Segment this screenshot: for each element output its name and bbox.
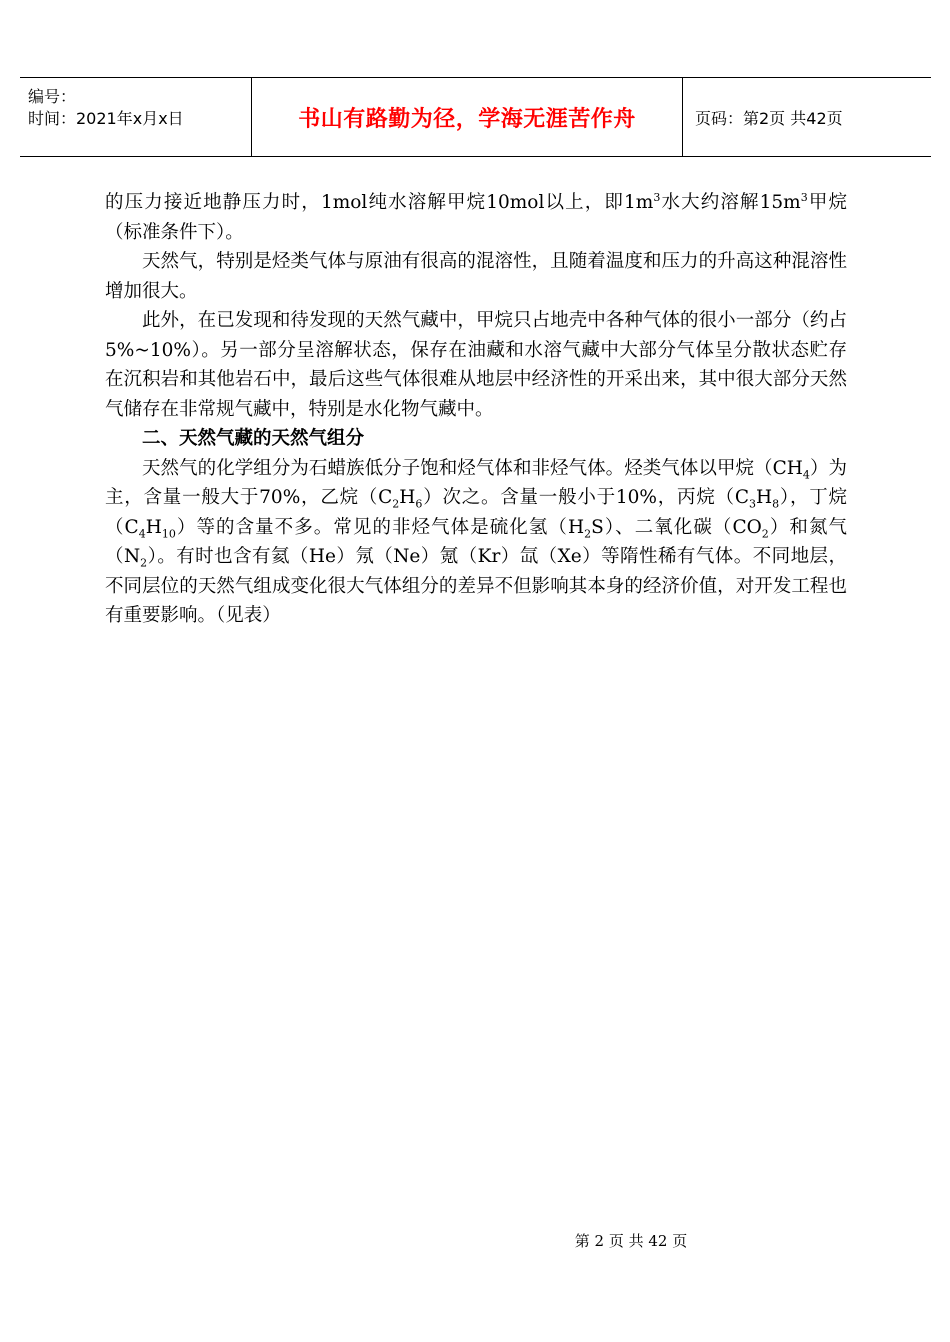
number-label: 编号： [28,87,77,106]
p4-text-9: S）、二氧化碳（CO [591,516,762,538]
p4-sub-1: 4 [802,468,810,482]
header-page-cell [683,78,931,156]
p4-sub-5: 8 [772,497,780,511]
p4-text-1: 天然气的化学组分为石蜡族低分子饱和烃气体和非烃气体。烃类气体以甲烷（CH [142,457,803,479]
p4-text-2: ）为主，含量一般大于70%，乙烷（C [105,457,847,508]
p4-text-10: ）和氮气（N [105,516,847,567]
p4-text-6: ），丁烷（C [105,487,847,538]
paragraph-3: 此外，在已发现和待发现的天然气藏中，甲烷只占地壳中各种气体的很小一部分（约占5%~10%）。另一部分呈溶解状态，保存在油藏和水溶气藏中大部分气体呈分散状态贮存在沉积岩和其他岩石中，最后这些气体很难从地层中经济性的开采出来，其中很大部分天然气储存在非常规气藏中，特别是水化物气藏中。 [105,310,847,420]
motto-text: 书山有路勤为径，学海无涯苦作舟 [298,106,636,132]
p4-sub-10: 2 [140,556,148,570]
p4-text-8: ）等的含量不多。常见的非烃气体是硫化氢（H [175,516,585,538]
p4-text-5: H [756,487,773,508]
p1-sup-2: 3 [800,190,808,204]
p4-sub-4: 3 [749,497,757,511]
footer-page-number: 第 2 页 共 42 页 [574,1232,688,1250]
p1-text-b: 水大约溶解15m [660,192,801,213]
p4-sub-3: 6 [415,497,423,511]
time-label: 时间：2021年x月x日 [28,109,184,128]
paragraph-2: 天然气，特别是烃类气体与原油有很高的混溶性，且随着温度和压力的升高这种混溶性增加很大。 [105,251,847,302]
header-motto-cell [252,78,683,156]
paragraph-4 [105,454,847,631]
p4-text-3: H [399,487,416,508]
p4-sub-7: 10 [161,527,176,541]
section-heading: 二、天然气藏的天然气组分 [142,428,365,449]
page-code: 页码：第2页 共42页 [695,108,843,128]
p4-text-4: ）次之。含量一般小于10%，丙烷（C [422,487,750,508]
header-left-cell [20,78,252,156]
p4-sub-8: 2 [584,527,592,541]
p4-text-11: ）。有时也含有氦（He）氖（Ne）氪（Kr）氙（Xe）等隋性稀有气体。不同地层，不同层位的天然气组成变化很大气体组分的差异不但影响其本身的经济价值，对开发工程也有重要影响。（见表） [105,546,847,626]
p4-sub-9: 2 [761,527,769,541]
page-footer [0,1230,950,1251]
header-table [20,77,931,157]
p4-sub-6: 4 [138,527,146,541]
p1-sup-1: 3 [653,190,661,204]
p4-text-7: H [145,516,162,538]
p4-sub-2: 2 [392,497,400,511]
paragraph-1 [105,188,847,247]
p1-text-a: 的压力接近地静压力时，1mol纯水溶解甲烷10mol以上，即1m [105,192,654,213]
p1-text-c: 甲烷（标准条件下）。 [105,192,847,243]
document-body [105,188,847,631]
